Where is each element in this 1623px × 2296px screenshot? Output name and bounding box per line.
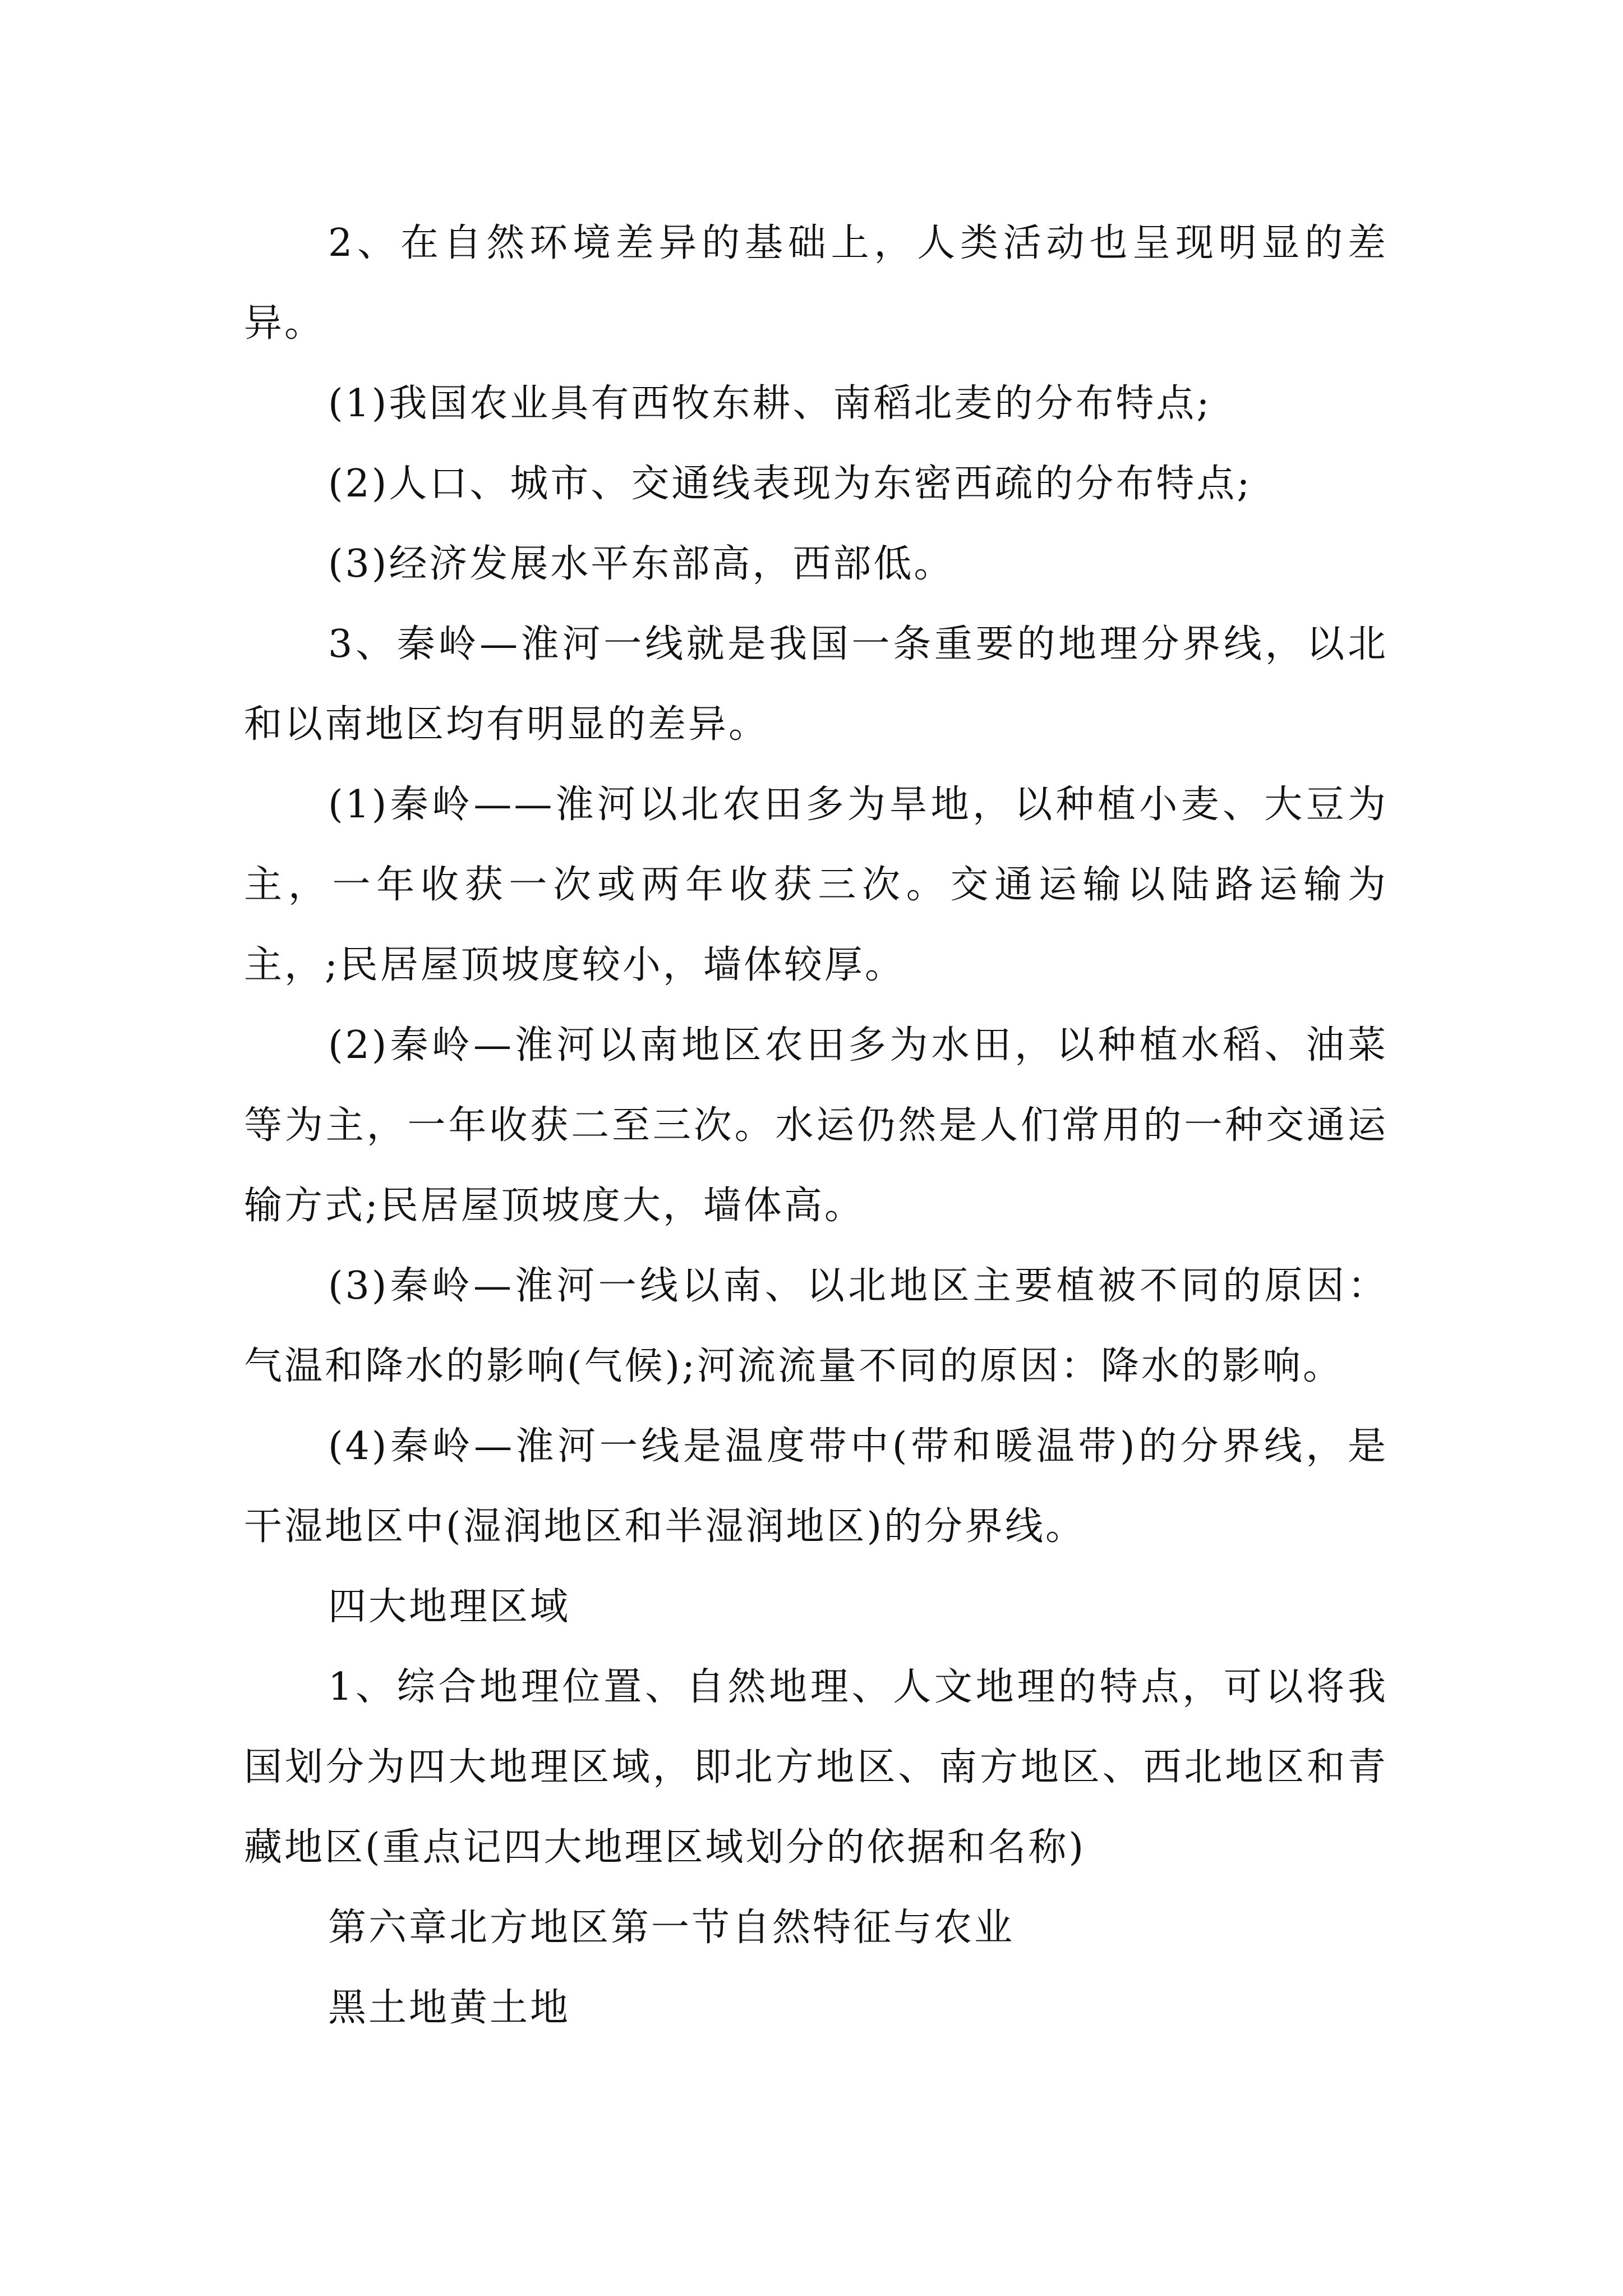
subheading-soils: 黑土地黄土地 xyxy=(328,1986,571,2030)
paragraph-human-activity-differences: 2、在自然环境差异的基础上，人类活动也呈现明显的差异。 xyxy=(244,221,1388,346)
paragraph-economic-level: (3)经济发展水平东部高，西部低。 xyxy=(328,542,955,586)
paragraph-boundary-line: (4)秦岭—淮河一线是温度带中(带和暖温带)的分界线，是干湿地区中(湿润地区和半湿润地区)的分界线。 xyxy=(244,1424,1388,1549)
paragraph-four-regions: 1、综合地理位置、自然地理、人文地理的特点，可以将我国划分为四大地理区域，即北方地区、南方地区、西北地区和青藏地区(重点记四大地理区域划分的依据和名称) xyxy=(244,1665,1388,1870)
paragraph-qinling-huaihe-line: 3、秦岭—淮河一线就是我国一条重要的地理分界线，以北和以南地区均有明显的差异。 xyxy=(244,622,1388,747)
paragraph-population-distribution: (2)人口、城市、交通线表现为东密西疏的分布特点; xyxy=(328,462,1252,506)
section-heading-four-regions: 四大地理区域 xyxy=(328,1585,571,1629)
chapter-heading: 第六章北方地区第一节自然特征与农业 xyxy=(328,1906,1015,1950)
paragraph-agriculture-distribution: (1)我国农业具有西牧东耕、南稻北麦的分布特点; xyxy=(328,381,1212,426)
paragraph-south-of-line: (2)秦岭—淮河以南地区农田多为水田，以种植水稻、油菜等为主，一年收获二至三次。水运仍然是人们常用的一种交通运输方式;民居屋顶坡度大，墙体高。 xyxy=(244,1023,1388,1228)
paragraph-vegetation-reasons: (3)秦岭—淮河一线以南、以北地区主要植被不同的原因：气温和降水的影响(气候);河流流量不同的原因：降水的影响。 xyxy=(244,1264,1388,1388)
document-body xyxy=(244,203,1388,2048)
paragraph-north-of-line: (1)秦岭——淮河以北农田多为旱地，以种植小麦、大豆为主，一年收获一次或两年收获三次。交通运输以陆路运输为主，;民居屋顶坡度较小，墙体较厚。 xyxy=(244,783,1388,987)
